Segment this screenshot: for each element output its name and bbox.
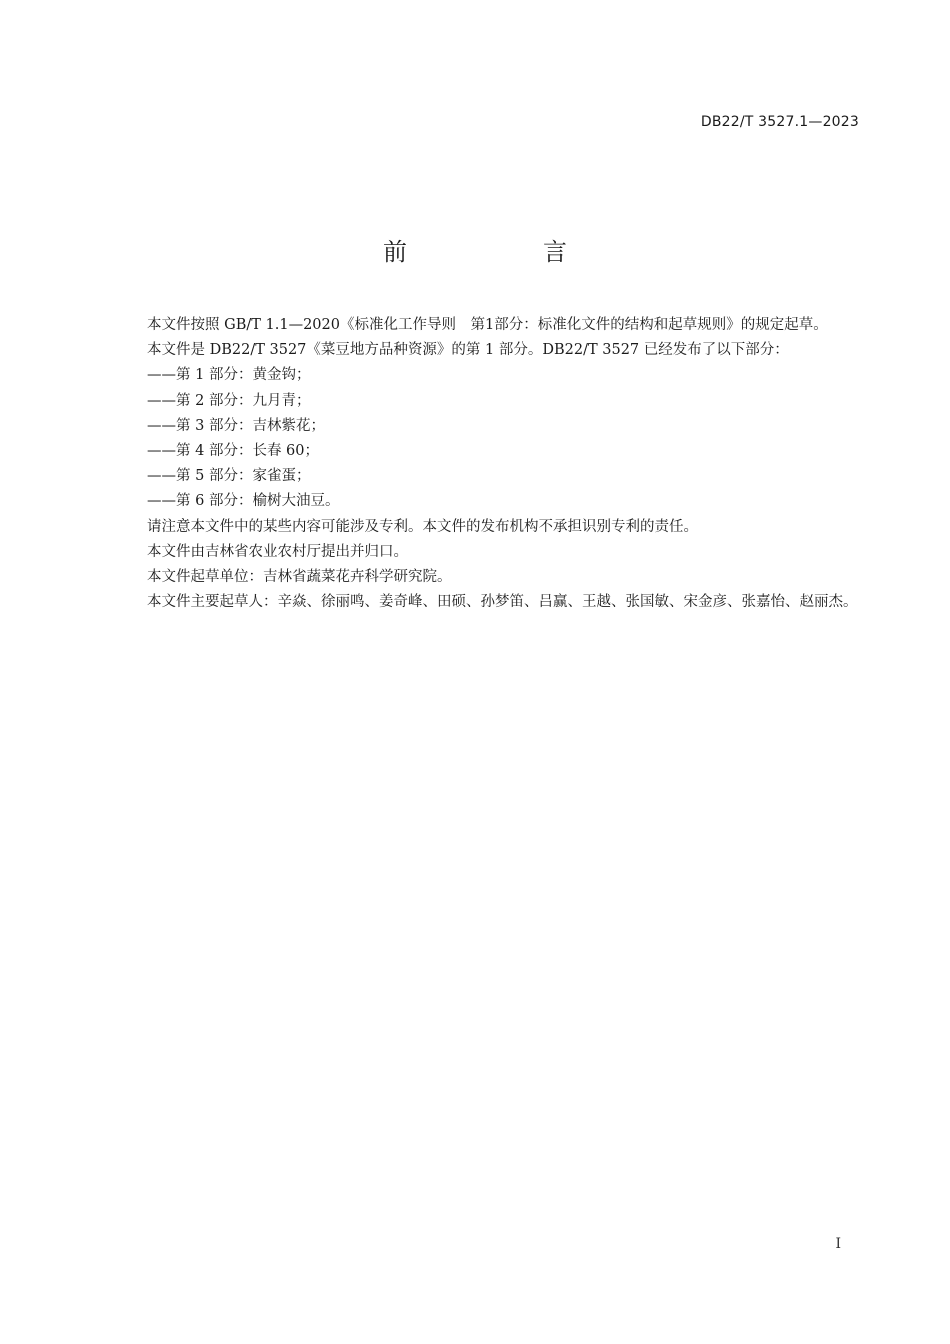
list-item: ——第 1 部分：黄金钩；	[147, 367, 311, 384]
paragraph-drafters: 本文件主要起草人：辛焱、徐丽鸣、姜奇峰、田硕、孙梦笛、吕赢、王越、张国敏、宋金彦、张嘉怡、赵丽杰。	[147, 594, 858, 611]
list-item: ——第 2 部分：九月青；	[147, 392, 311, 409]
page-title: 前 言	[383, 238, 623, 266]
paragraph-patent-notice: 请注意本文件中的某些内容可能涉及专利。本文件的发布机构不承担识别专利的责任。	[147, 518, 698, 535]
paragraph-drafting-unit: 本文件起草单位：吉林省蔬菜花卉科学研究院。	[147, 569, 452, 586]
page-number: I	[835, 1236, 841, 1252]
list-item: ——第 4 部分：长春 60；	[147, 443, 320, 460]
document-code: DB22/T 3527.1—2023	[700, 114, 859, 130]
list-item: ——第 3 部分：吉林紫花；	[147, 417, 325, 434]
foreword-body	[114, 313, 860, 615]
list-item: ——第 6 部分：榆树大油豆。	[147, 493, 340, 510]
list-item: ——第 5 部分：家雀蛋；	[147, 468, 311, 485]
paragraph-drafting-basis: 本文件按照 GB/T 1.1—2020《标准化工作导则 第1部分：标准化文件的结构和起草规则》的规定起草。	[147, 317, 828, 333]
paragraph-series-intro: 本文件是 DB22/T 3527《菜豆地方品种资源》的第 1 部分。DB22/T 3527 已经发布了以下部分：	[147, 342, 789, 359]
paragraph-proposer: 本文件由吉林省农业农村厅提出并归口。	[147, 543, 408, 560]
